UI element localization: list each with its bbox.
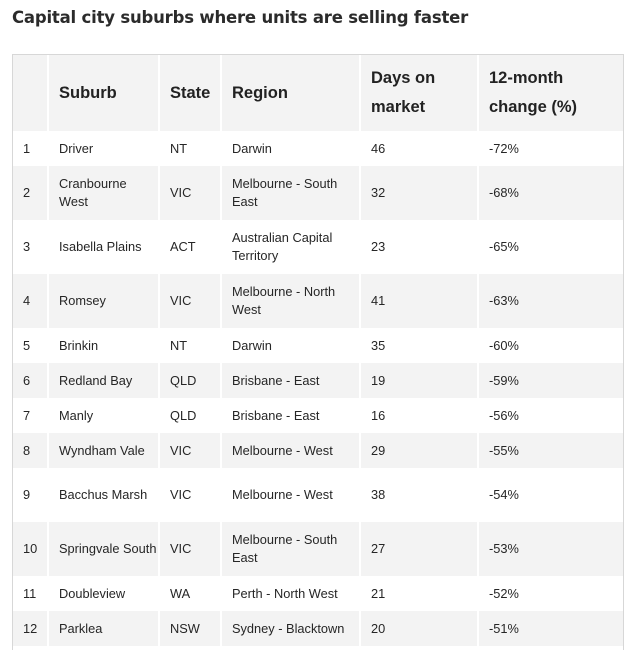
header-region: Region (220, 55, 359, 131)
table-row (13, 274, 623, 328)
table-row (13, 131, 623, 166)
cell-suburb: Romsey (47, 274, 158, 328)
table-row (13, 611, 623, 646)
cell-rank: 12 (23, 620, 38, 636)
cell-suburb: Bacchus Marsh (47, 468, 158, 522)
cell-days-on-market: 27 (359, 522, 477, 576)
cell-12-month-change: -56% (477, 398, 623, 433)
cell-suburb: Doubleview (47, 576, 158, 611)
cell-region: Brisbane - East (220, 363, 359, 398)
cell-days-on-market: 35 (359, 328, 477, 363)
cell-12-month-change: -52% (477, 576, 623, 611)
cell-state: QLD (158, 398, 220, 433)
cell-state: WA (158, 576, 220, 611)
header-12-month-change: 12-month change (%) (477, 55, 623, 131)
cell-region: Melbourne - South East (220, 166, 359, 220)
cell-state: VIC (158, 166, 220, 220)
header-days-on-market: Days on market (359, 55, 477, 131)
cell-days-on-market: 16 (359, 398, 477, 433)
cell-rank: 7 (23, 407, 31, 423)
table-header (13, 55, 623, 131)
table-row (13, 576, 623, 611)
cell-days-on-market: 21 (359, 576, 477, 611)
cell-region: Melbourne - North West (220, 274, 359, 328)
cell-region: Darwin (220, 131, 359, 166)
cell-suburb: Brinkin (47, 328, 158, 363)
cell-region: Perth - North West (220, 576, 359, 611)
cell-rank: 1 (23, 140, 31, 156)
cell-region: Brisbane - East (220, 398, 359, 433)
cell-12-month-change: -59% (477, 363, 623, 398)
cell-region: Melbourne - West (220, 433, 359, 468)
cell-rank: 11 (23, 585, 37, 601)
cell-days-on-market: 20 (359, 611, 477, 646)
suburbs-table (13, 55, 623, 646)
cell-days-on-market: 23 (359, 220, 477, 274)
cell-12-month-change: -72% (477, 131, 623, 166)
cell-state: ACT (158, 220, 220, 274)
cell-days-on-market: 19 (359, 363, 477, 398)
table-row (13, 328, 623, 363)
cell-state: NT (158, 131, 220, 166)
cell-suburb: Wyndham Vale (47, 433, 158, 468)
header-row (13, 55, 623, 131)
cell-suburb: Driver (47, 131, 158, 166)
cell-12-month-change: -65% (477, 220, 623, 274)
cell-rank: 3 (23, 239, 31, 254)
data-table-container[interactable] (12, 54, 624, 650)
table-row (13, 433, 623, 468)
cell-days-on-market: 32 (359, 166, 477, 220)
cell-state: NSW (158, 611, 220, 646)
cell-suburb: Springvale South (47, 522, 158, 576)
cell-12-month-change: -55% (477, 433, 623, 468)
cell-suburb: Cranbourne West (47, 166, 158, 220)
cell-days-on-market: 38 (359, 468, 477, 522)
cell-state: VIC (158, 522, 220, 576)
cell-suburb: Manly (47, 398, 158, 433)
cell-rank: 10 (23, 541, 38, 556)
cell-rank: 4 (23, 293, 31, 308)
header-state: State (158, 55, 220, 131)
table-body (13, 131, 623, 646)
cell-region: Melbourne - West (220, 468, 359, 522)
cell-rank: 6 (23, 372, 31, 388)
table-row (13, 363, 623, 398)
cell-suburb: Isabella Plains (47, 220, 158, 274)
table-row (13, 398, 623, 433)
table-row (13, 522, 623, 576)
cell-rank: 5 (23, 337, 31, 353)
cell-12-month-change: -54% (477, 468, 623, 522)
cell-state: VIC (158, 468, 220, 522)
cell-rank: 2 (23, 185, 31, 200)
cell-days-on-market: 41 (359, 274, 477, 328)
cell-region: Darwin (220, 328, 359, 363)
table-title: Capital city suburbs where units are selling faster (12, 8, 469, 27)
table-row (13, 220, 623, 274)
cell-suburb: Parklea (47, 611, 158, 646)
cell-12-month-change: -53% (477, 522, 623, 576)
cell-state: VIC (158, 274, 220, 328)
cell-12-month-change: -68% (477, 166, 623, 220)
header-rank (13, 55, 47, 131)
cell-days-on-market: 29 (359, 433, 477, 468)
cell-state: QLD (158, 363, 220, 398)
cell-rank: 9 (23, 487, 31, 502)
cell-suburb: Redland Bay (47, 363, 158, 398)
cell-12-month-change: -60% (477, 328, 623, 363)
cell-days-on-market: 46 (359, 131, 477, 166)
header-suburb: Suburb (47, 55, 158, 131)
cell-state: VIC (158, 433, 220, 468)
cell-state: NT (158, 328, 220, 363)
cell-12-month-change: -51% (477, 611, 623, 646)
cell-region: Melbourne - South East (220, 522, 359, 576)
cell-region: Sydney - Blacktown (220, 611, 359, 646)
cell-12-month-change: -63% (477, 274, 623, 328)
table-row (13, 468, 623, 522)
cell-region: Australian Capital Territory (220, 220, 359, 274)
table-row (13, 166, 623, 220)
cell-rank: 8 (23, 442, 31, 458)
